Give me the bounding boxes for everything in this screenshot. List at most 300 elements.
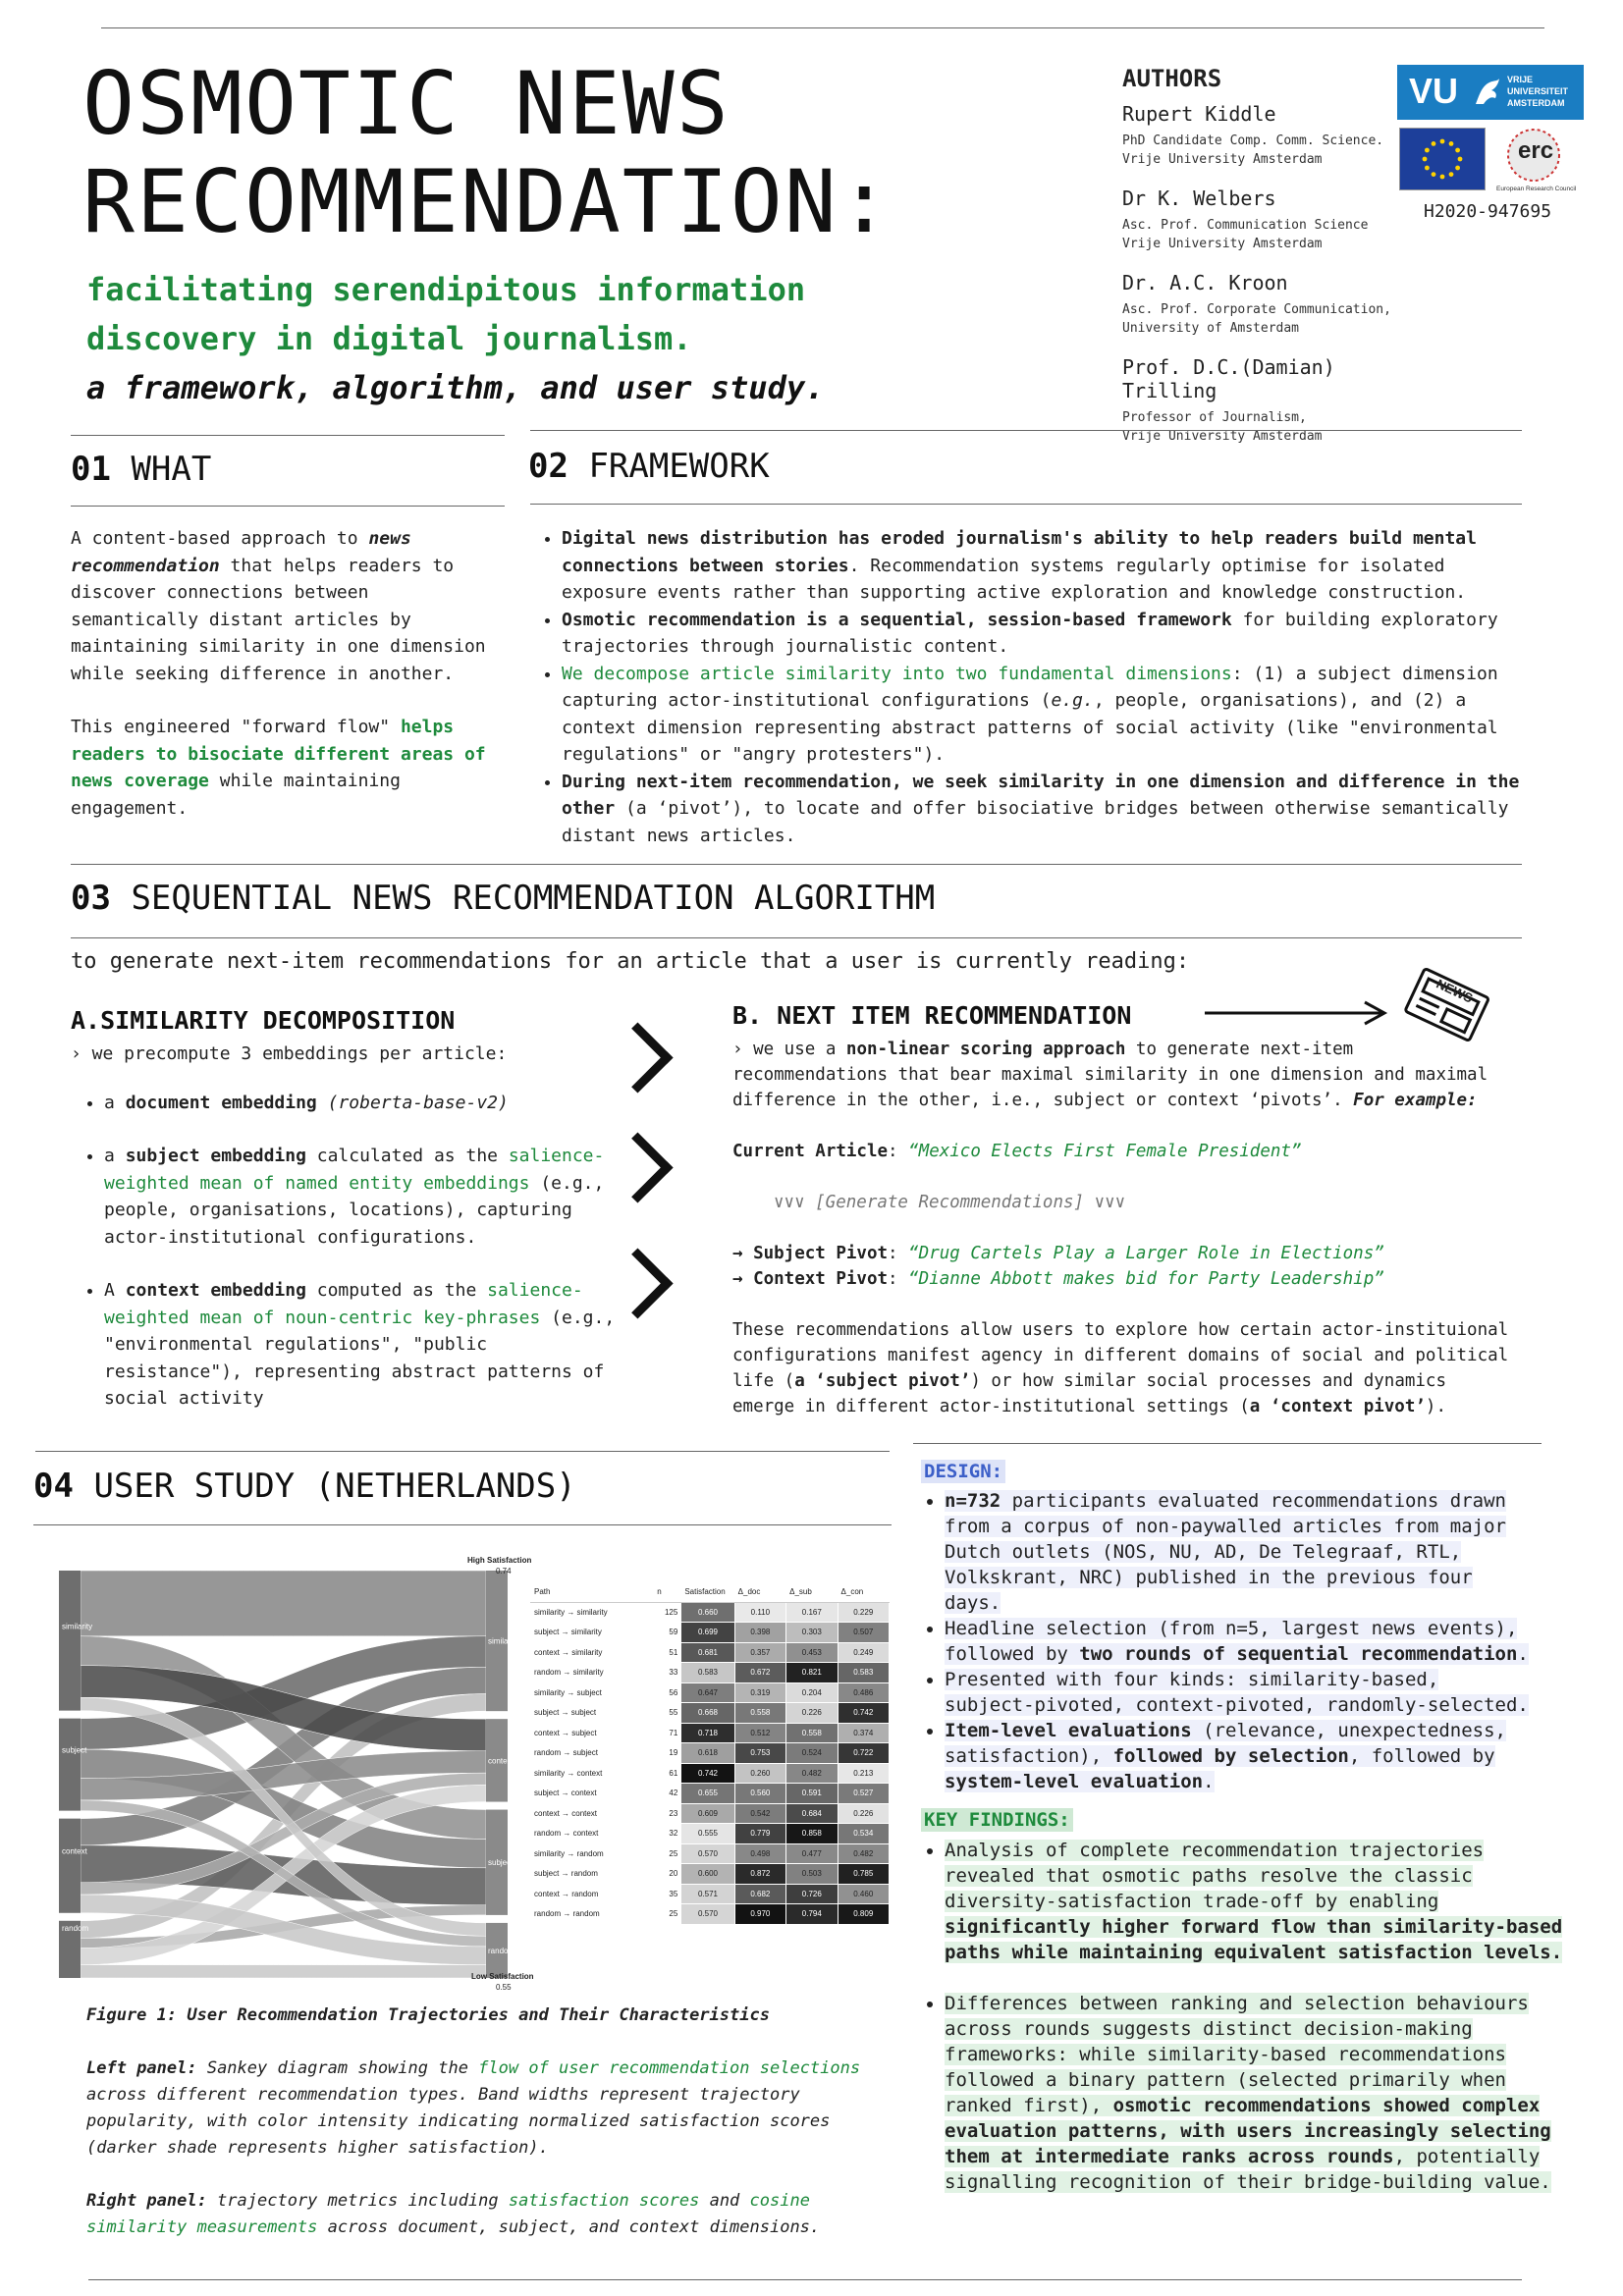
text: and: [699, 2191, 750, 2211]
table-cell: 35: [654, 1884, 681, 1904]
sankey-node-label: similarity: [488, 1636, 519, 1646]
table-cell: 0.527: [838, 1784, 889, 1804]
table-cell: 0.655: [681, 1784, 734, 1804]
author-affiliation: Vrije University Amsterdam: [1122, 237, 1323, 251]
author-3: [1122, 271, 1407, 338]
table-cell: random → subject: [531, 1743, 654, 1764]
text: trajectory metrics including: [206, 2191, 509, 2211]
list-item: [945, 1991, 1583, 2195]
sankey-node-label: random: [62, 1923, 89, 1933]
text: calculated as the: [305, 1146, 509, 1166]
text-italic: (roberta-base-v2): [327, 1092, 509, 1113]
list-item-text: [945, 1618, 1529, 1665]
sankey-node-label: similarity: [62, 1622, 93, 1631]
table-cell: context → context: [531, 1803, 654, 1824]
author-name: Rupert Kiddle: [1122, 102, 1276, 126]
table-cell: 0.718: [681, 1723, 734, 1743]
table-cell: 0.512: [734, 1723, 785, 1743]
text: A: [104, 1280, 126, 1301]
text: . Recommendation systems regularly optimise for isolated exposure events rather than supporting active exploration and knowledge construction.: [562, 555, 1467, 603]
table-cell: 0.753: [734, 1743, 785, 1764]
sankey-node-left: [59, 1719, 81, 1811]
eu-flag-icon: [1399, 128, 1486, 190]
text-green: helps readers to bisociate different areas of news coverage: [71, 717, 486, 791]
section-title: USER STUDY (NETHERLANDS): [93, 1467, 576, 1506]
table-cell: subject → random: [531, 1864, 654, 1885]
author-name: Prof. D.C.(Damian) Trilling: [1122, 355, 1335, 402]
table-cell: 0.872: [734, 1864, 785, 1885]
top-rule: [101, 27, 1544, 28]
table-cell: 25: [654, 1843, 681, 1864]
section-03-heading: [71, 879, 935, 918]
table-cell: 0.558: [734, 1703, 785, 1724]
table-row: [531, 1803, 890, 1824]
author-role: Asc. Prof. Corporate Communication,: [1122, 302, 1391, 317]
subtitle-line-2: discovery in digital journalism.: [86, 320, 692, 357]
context-pivot: → Context Pivot: “Dianne Abbott makes bid for Party Leadership”: [732, 1269, 1384, 1289]
section-03-rule: [71, 937, 1522, 938]
table-cell: 0.482: [838, 1843, 889, 1864]
section-02-bottom-rule: [71, 864, 1522, 865]
table-cell: 0.684: [786, 1803, 838, 1824]
column-header: Δ_sub: [786, 1582, 838, 1603]
author-1: [1122, 102, 1407, 169]
list-item-text: [945, 1490, 1506, 1614]
text-bold: a ‘subject pivot’: [794, 1371, 971, 1391]
section-01-body: [71, 525, 493, 822]
sankey-band: [81, 1571, 486, 1636]
text: .: [1203, 1771, 1215, 1792]
newspaper-icon-text: NEWS: [1434, 976, 1476, 1006]
subtitle-line-1: facilitating serendipitous information: [86, 271, 806, 308]
table-cell: 0.600: [681, 1864, 734, 1885]
table-cell: 0.229: [838, 1602, 889, 1623]
sankey-node-label: subject: [62, 1745, 87, 1755]
table-cell: similarity → random: [531, 1843, 654, 1864]
table-cell: 0.699: [681, 1623, 734, 1643]
table-cell: 0.785: [838, 1864, 889, 1885]
griffin-icon: [1474, 77, 1501, 106]
text: Sankey diagram showing the: [196, 2058, 479, 2078]
text: , people, organisations), and (2) a context dimension representing abstract patterns of social activity (like "environmental regulations" or "angry protesters").: [562, 690, 1498, 765]
part-a-title: A.SIMILARITY DECOMPOSITION: [71, 1006, 456, 1035]
author-name: Dr. A.C. Kroon: [1122, 271, 1288, 294]
table-cell: 0.742: [838, 1703, 889, 1724]
findings-tag: [921, 1809, 1073, 1831]
table-cell: 0.398: [734, 1623, 785, 1643]
text-italic: e.g.: [1051, 690, 1094, 711]
text: participants evaluated recommendations drawn from a corpus of non-paywalled articles from major Dutch outlets (NOS, NU, AD, De Telegraaf, RTL, Volkskrant, NRC) published in the previous four days.: [945, 1490, 1506, 1614]
author-2: [1122, 187, 1407, 253]
findings-block: [923, 1838, 1583, 2195]
list-item: [562, 607, 1522, 661]
text: (a ‘pivot’), to locate and offer bisociative bridges between otherwise semantically distant news articles.: [562, 798, 1509, 846]
text: , followed by: [1348, 1745, 1495, 1767]
table-row: [531, 1784, 890, 1804]
section-title: WHAT: [131, 450, 212, 489]
text: a: [104, 1092, 126, 1113]
table-cell: 0.503: [786, 1864, 838, 1885]
table-cell: 0.682: [734, 1884, 785, 1904]
current-article: Current Article: “Mexico Elects First Female President”: [732, 1142, 1302, 1161]
sankey-band: [81, 1965, 486, 1978]
subject-pivot: → Subject Pivot: “Drug Cartels Play a Larger Role in Elections”: [732, 1244, 1384, 1263]
table-cell: 0.672: [734, 1663, 785, 1683]
vu-logo: [1397, 65, 1584, 120]
text-emphasis: news recommendation: [71, 528, 411, 576]
header-rule-right: [530, 430, 1522, 431]
section-03-bottom-rule-left: [35, 1451, 890, 1452]
subject-pivot-label: → Subject Pivot: [732, 1244, 889, 1263]
sankey-node-label: context: [488, 1756, 514, 1766]
author-role: Professor of Journalism,: [1122, 410, 1307, 425]
text-bold-italic: For example:: [1353, 1091, 1478, 1110]
list-item: [562, 661, 1522, 769]
text: , potentially signalling recognition of their bridge-building value.: [945, 2146, 1551, 2193]
table-cell: 0.524: [786, 1743, 838, 1764]
table-cell: 0.668: [681, 1703, 734, 1724]
table-cell: 0.660: [681, 1602, 734, 1623]
table-cell: 0.477: [786, 1843, 838, 1864]
column-header: Δ_con: [838, 1582, 889, 1603]
text: for building exploratory trajectories through journalistic content.: [562, 609, 1498, 657]
table-cell: 0.722: [838, 1743, 889, 1764]
list-item: [945, 1718, 1532, 1794]
header-rule-left: [71, 435, 505, 436]
author-affiliation: University of Amsterdam: [1122, 321, 1300, 336]
metrics-table-wrap: [530, 1581, 890, 1925]
design-tag: [921, 1461, 1005, 1482]
figure-1: [59, 1556, 890, 1993]
table-cell: 0.226: [786, 1703, 838, 1724]
section-title: FRAMEWORK: [588, 447, 770, 486]
findings-tag-text: KEY FINDINGS:: [921, 1808, 1073, 1832]
list-item: [104, 1090, 621, 1117]
table-cell: 0.249: [838, 1642, 889, 1663]
table-cell: 25: [654, 1904, 681, 1925]
author-name: Dr K. Welbers: [1122, 187, 1276, 210]
vu-logo-line1: VRIJE: [1507, 75, 1534, 84]
part-b-title: B. NEXT ITEM RECOMMENDATION: [732, 1001, 1132, 1030]
table-row: [531, 1602, 890, 1623]
sankey-node-label: random: [488, 1946, 515, 1955]
text-bold: context embedding: [125, 1280, 306, 1301]
list-item-text: Presented with four kinds: similarity-based, subject-pivoted, context-pivoted, randomly-selected.: [945, 1669, 1529, 1716]
text-bold: During next-item recommendation, we seek similarity in one dimension and difference in the other: [562, 771, 1520, 819]
table-cell: similarity → context: [531, 1763, 654, 1784]
text: › we use a: [732, 1040, 846, 1059]
text: This engineered "forward flow": [71, 717, 401, 737]
text-bold: non-linear scoring approach: [845, 1040, 1126, 1059]
text-green: salience-weighted mean of noun-centric key-phrases: [104, 1280, 583, 1328]
table-cell: subject → subject: [531, 1703, 654, 1724]
text-bold: n=732: [945, 1490, 1001, 1512]
left-panel-caption: [86, 2056, 862, 2162]
section-title: SEQUENTIAL NEWS RECOMMENDATION ALGORITHM: [131, 879, 936, 918]
embedding-list: [71, 1090, 621, 1413]
table-row: [531, 1642, 890, 1663]
section-04-heading: [33, 1467, 576, 1506]
newspaper-icon: [1394, 960, 1502, 1048]
text-bold: Osmotic recommendation is a sequential, session-based framework: [562, 609, 1232, 630]
table-cell: random → context: [531, 1824, 654, 1844]
section-04-rule: [33, 1524, 892, 1525]
table-cell: 51: [654, 1642, 681, 1663]
vu-logo-short: VU: [1409, 71, 1459, 111]
text-bold: followed by selection: [1112, 1745, 1349, 1767]
figure-caption: Figure 1: User Recommendation Trajectories and Their Characteristics: [86, 2005, 770, 2025]
table-cell: 0.570: [681, 1843, 734, 1864]
design-block: [923, 1488, 1532, 1794]
generate-recommendations: ∨∨∨ [Generate Recommendations] ∨∨∨: [774, 1193, 1126, 1212]
table-cell: 0.558: [786, 1723, 838, 1743]
table-cell: subject → context: [531, 1784, 654, 1804]
list-item-text: [945, 1840, 1562, 1963]
text-bold: system-level evaluation: [945, 1771, 1204, 1792]
list-item: [104, 1277, 621, 1413]
table-cell: 0.970: [734, 1904, 785, 1925]
table-cell: 125: [654, 1602, 681, 1623]
section-03-bottom-rule-right: [913, 1443, 1542, 1444]
table-cell: 19: [654, 1743, 681, 1764]
table-row: [531, 1904, 890, 1925]
table-cell: random → similarity: [531, 1663, 654, 1683]
author-role: Asc. Prof. Communication Science: [1122, 218, 1369, 233]
list-item: [562, 525, 1522, 607]
section-01-heading: [71, 450, 211, 489]
table-row: [531, 1703, 890, 1724]
table-cell: similarity → subject: [531, 1682, 654, 1703]
text-bold: Left panel:: [86, 2058, 197, 2078]
table-cell: 0.204: [786, 1682, 838, 1703]
table-row: [531, 1864, 890, 1885]
findings-list: [923, 1838, 1583, 2195]
title-line-2: RECOMMENDATION:: [82, 151, 893, 252]
table-cell: 42: [654, 1784, 681, 1804]
table-cell: 0.591: [786, 1784, 838, 1804]
table-cell: 55: [654, 1703, 681, 1724]
text: ) or how similar social processes and dynamics emerge in different actor-institutional settings (: [732, 1371, 1446, 1416]
table-cell: 20: [654, 1864, 681, 1885]
text-green: satisfaction scores: [508, 2191, 700, 2211]
table-cell: 0.555: [681, 1824, 734, 1844]
text: .: [1517, 1643, 1529, 1665]
table-cell: subject → similarity: [531, 1623, 654, 1643]
bottom-rule: [88, 2279, 1522, 2280]
sankey-node-left: [59, 1819, 81, 1913]
table-row: [531, 1763, 890, 1784]
text-bold: subject embedding: [125, 1146, 306, 1166]
design-list: [923, 1488, 1532, 1794]
table-cell: 0.226: [838, 1803, 889, 1824]
table-row: [531, 1843, 890, 1864]
table-row: [531, 1743, 890, 1764]
table-cell: 0.779: [734, 1824, 785, 1844]
table-cell: context → similarity: [531, 1642, 654, 1663]
context-pivot-title: “Dianne Abbott makes bid for Party Leadership”: [908, 1269, 1384, 1289]
part-b-body: [732, 1037, 1518, 1419]
part-a-intro: › we precompute 3 embeddings per article:: [71, 1043, 508, 1064]
table-cell: 0.742: [681, 1763, 734, 1784]
section-02-heading: [528, 447, 770, 486]
table-cell: 0.213: [838, 1763, 889, 1784]
text-green: salience-weighted mean of named entity embeddings: [104, 1146, 605, 1194]
author-role: PhD Candidate Comp. Comm. Science.: [1122, 133, 1384, 148]
table-row: [531, 1884, 890, 1904]
text: that helps readers to discover connections between semantically distant articles by maintaining similarity in one dimension while seeking difference in another.: [71, 555, 486, 684]
list-item: [945, 1667, 1532, 1718]
table-cell: 0.460: [838, 1884, 889, 1904]
table-cell: 0.534: [838, 1824, 889, 1844]
erc-logo-text: erc: [1518, 137, 1554, 164]
column-header: Path: [531, 1582, 654, 1603]
table-cell: 0.167: [786, 1602, 838, 1623]
text: Headline selection (from n=5, largest news events), followed by: [945, 1618, 1518, 1665]
design-tag-text: DESIGN:: [921, 1460, 1005, 1483]
low-satisfaction-value: 0.55: [496, 1983, 512, 1992]
sankey-node-left: [59, 1571, 81, 1711]
list-item: [945, 1838, 1583, 1965]
text-bold: document embedding: [125, 1092, 317, 1113]
table-cell: 0.609: [681, 1803, 734, 1824]
text-bold: two rounds of sequential recommendation: [1079, 1643, 1518, 1665]
section-02-body: [540, 525, 1522, 849]
column-header: n: [654, 1582, 681, 1603]
sankey-bands: [81, 1571, 486, 1978]
table-cell: context → subject: [531, 1723, 654, 1743]
text-bold: significantly higher forward flow than similarity-based paths while maintaining equivalent satisfaction levels.: [945, 1916, 1563, 1963]
section-number: 02: [528, 447, 568, 486]
table-cell: 56: [654, 1682, 681, 1703]
table-cell: 0.260: [734, 1763, 785, 1784]
current-article-label: Current Article: [732, 1142, 889, 1161]
text-bold: Item-level evaluations: [945, 1720, 1192, 1741]
table-cell: 0.570: [681, 1904, 734, 1925]
text: Analysis of complete recommendation trajectories revealed that osmotic paths resolve the classic diversity-satisfaction trade-off by enabling: [945, 1840, 1485, 1912]
text: (e.g., "environmental regulations", "public resistance"), representing abstract patterns of social activity: [104, 1307, 616, 1409]
text: These recommendations allow users to explore how certain actor-instituional configurations manifest agency in different domains of social and political life (: [732, 1320, 1509, 1391]
table-header-row: [531, 1582, 890, 1603]
table-cell: 0.357: [734, 1642, 785, 1663]
list-item: [562, 769, 1522, 850]
author-4: [1122, 355, 1407, 446]
list-item-text: [945, 1993, 1551, 2193]
algorithm-intro: to generate next-item recommendations for an article that a user is currently reading:: [71, 949, 1190, 974]
text-bold: a ‘context pivot’: [1249, 1397, 1426, 1416]
subtitle-line-3: a framework, algorithm, and user study.: [86, 369, 825, 406]
list-item: [945, 1616, 1532, 1667]
table-cell: 0.507: [838, 1623, 889, 1643]
table-cell: 0.583: [838, 1663, 889, 1683]
part-a-body: [71, 1041, 621, 1413]
table-row: [531, 1682, 890, 1703]
list-item-text: [945, 1720, 1506, 1792]
sankey-node-label: subject: [488, 1858, 514, 1868]
text: a: [104, 1146, 126, 1166]
text: Differences between ranking and selection behaviours across rounds suggests distinct decision-making frameworks: while similarity-based recommendations followed a binary pattern (selected primarily when ranked first),: [945, 1993, 1529, 2116]
table-cell: 0.858: [786, 1824, 838, 1844]
sankey-diagram: [59, 1556, 520, 1993]
table-cell: 0.453: [786, 1642, 838, 1663]
table-cell: 33: [654, 1663, 681, 1683]
table-cell: 0.498: [734, 1843, 785, 1864]
table-cell: 0.110: [734, 1602, 785, 1623]
table-cell: 0.726: [786, 1884, 838, 1904]
table-cell: 0.482: [786, 1763, 838, 1784]
table-cell: 0.681: [681, 1642, 734, 1663]
list-item: [104, 1143, 621, 1251]
text-green: We decompose article similarity into two fundamental dimensions: [562, 663, 1232, 684]
authors-heading: AUTHORS: [1122, 65, 1222, 92]
table-cell: 0.583: [681, 1663, 734, 1683]
right-panel-caption: [86, 2188, 872, 2241]
text-green: flow of user recommendation selections: [478, 2058, 861, 2078]
text: : (1) a subject dimension capturing actor-institutional configurations (: [562, 663, 1498, 711]
authors-block: [1122, 65, 1407, 446]
text: computed as the: [305, 1280, 488, 1301]
table-cell: 59: [654, 1623, 681, 1643]
column-header: Δ_doc: [734, 1582, 785, 1603]
vu-logo-line3: AMSTERDAM: [1507, 98, 1565, 108]
table-row: [531, 1623, 890, 1643]
part-b-intro: [732, 1037, 1518, 1113]
table-cell: 0.319: [734, 1682, 785, 1703]
text-bold: Right panel:: [86, 2191, 207, 2211]
table-cell: random → random: [531, 1904, 654, 1925]
table-cell: 0.618: [681, 1743, 734, 1764]
metrics-table: [530, 1581, 890, 1925]
table-cell: 32: [654, 1824, 681, 1844]
low-satisfaction-label: Low Satisfaction: [471, 1972, 534, 1981]
table-cell: 0.571: [681, 1884, 734, 1904]
title-line-1: OSMOTIC NEWS: [82, 53, 730, 154]
text: while maintaining engagement.: [71, 771, 401, 819]
table-cell: 0.809: [838, 1904, 889, 1925]
what-paragraph-1: [71, 525, 493, 687]
text: to generate next-item recommendations that bear maximal similarity in one dimension and maximal difference in the other, i.e., subject or context ‘pivots’.: [732, 1040, 1488, 1110]
arrow-right-icon: [1203, 998, 1389, 1028]
column-header: Satisfaction: [681, 1582, 734, 1603]
text: A content-based approach to: [71, 528, 369, 549]
table-cell: 0.647: [681, 1682, 734, 1703]
high-satisfaction-value: 0.74: [496, 1567, 512, 1575]
table-row: [531, 1723, 890, 1743]
current-article-title: “Mexico Elects First Female President”: [908, 1142, 1302, 1161]
erc-caption: European Research Council: [1496, 186, 1577, 192]
table-cell: 23: [654, 1803, 681, 1824]
high-satisfaction-label: High Satisfaction: [467, 1556, 532, 1565]
table-cell: 0.821: [786, 1663, 838, 1683]
grant-number: H2020-947695: [1424, 201, 1552, 222]
text: (relevance, unexpectedness, satisfaction),: [945, 1720, 1506, 1767]
framework-list: [540, 525, 1522, 849]
text: across different recommendation types. Band widths represent trajectory popularity, with color intensity indicating normalized satisfaction scores (darker shade represents higher satisfaction).: [86, 2085, 831, 2158]
section-number: 01: [71, 450, 111, 489]
table-cell: 61: [654, 1763, 681, 1784]
vu-logo-line2: UNIVERSITEIT: [1507, 86, 1569, 96]
section-01-rule: [71, 506, 505, 507]
section-number: 04: [33, 1467, 74, 1506]
sankey-node-label: context: [62, 1846, 87, 1856]
table-cell: 71: [654, 1723, 681, 1743]
text: (e.g., people, organisations, locations), capturing actor-institutional configurations.: [104, 1172, 605, 1248]
author-affiliation: Vrije University Amsterdam: [1122, 152, 1323, 167]
table-cell: 0.374: [838, 1723, 889, 1743]
table-row: [531, 1663, 890, 1683]
table-cell: similarity → similarity: [531, 1602, 654, 1623]
table-cell: 0.560: [734, 1784, 785, 1804]
subject-pivot-title: “Drug Cartels Play a Larger Role in Elections”: [908, 1244, 1384, 1263]
